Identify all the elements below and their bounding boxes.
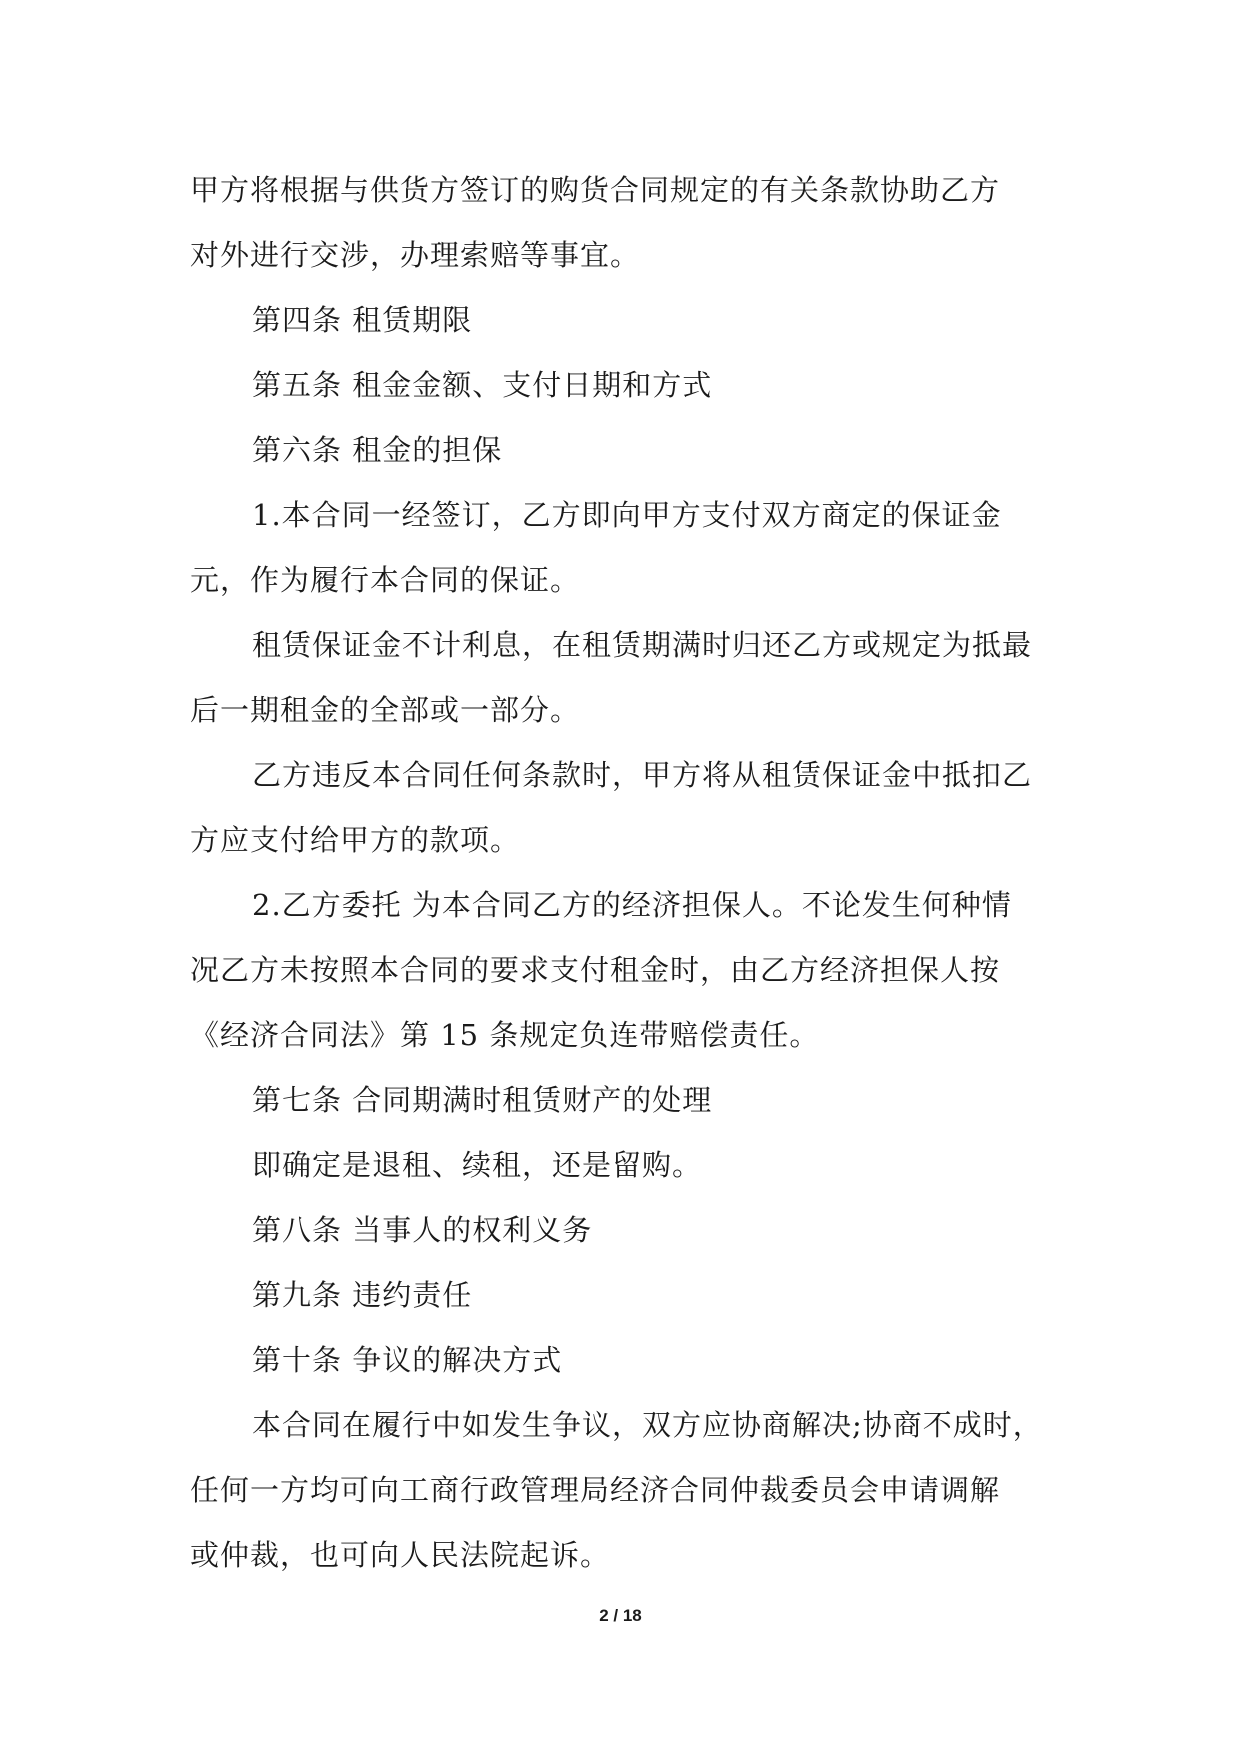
text-line: 乙方违反本合同任何条款时，甲方将从租赁保证金中抵扣乙 [252,758,1033,792]
text-line: 或仲裁，也可向人民法院起诉。 [190,1538,611,1572]
text-line: 甲方将根据与供货方签订的购货合同规定的有关条款协助乙方 [190,173,1001,207]
text-line: 任何一方均可向工商行政管理局经济合同仲裁委员会申请调解 [190,1473,1001,1507]
text-line: 《经济合同法》第 15 条规定负连带赔偿责任。 [190,1018,820,1052]
article-heading: 第十条 争议的解决方式 [252,1343,563,1377]
text-line: 租赁保证金不计利息，在租赁期满时归还乙方或规定为抵最 [252,628,1033,662]
article-heading: 第七条 合同期满时租赁财产的处理 [252,1083,713,1117]
article-heading: 第八条 当事人的权利义务 [252,1213,593,1247]
text-line: 元，作为履行本合同的保证。 [190,563,581,597]
article-heading: 第四条 租赁期限 [252,303,473,337]
text-line: 对外进行交涉，办理索赔等事宜。 [190,238,641,272]
text-line: 2.乙方委托 为本合同乙方的经济担保人。不论发生何种情 [252,888,1012,922]
page-number: 2 / 18 [599,1606,642,1625]
document-body [190,158,1070,1588]
text-line: 方应支付给甲方的款项。 [190,823,521,857]
text-line: 本合同在履行中如发生争议，双方应协商解决;协商不成时， [252,1408,1043,1442]
article-heading: 第五条 租金金额、支付日期和方式 [252,368,713,402]
text-line: 即确定是退租、续租，还是留购。 [252,1148,703,1182]
text-line: 况乙方未按照本合同的要求支付租金时，由乙方经济担保人按 [190,953,1001,987]
text-line: 后一期租金的全部或一部分。 [190,693,581,727]
article-heading: 第六条 租金的担保 [252,433,503,467]
text-line: 1.本合同一经签订，乙方即向甲方支付双方商定的保证金 [252,498,1002,532]
article-heading: 第九条 违约责任 [252,1278,473,1312]
